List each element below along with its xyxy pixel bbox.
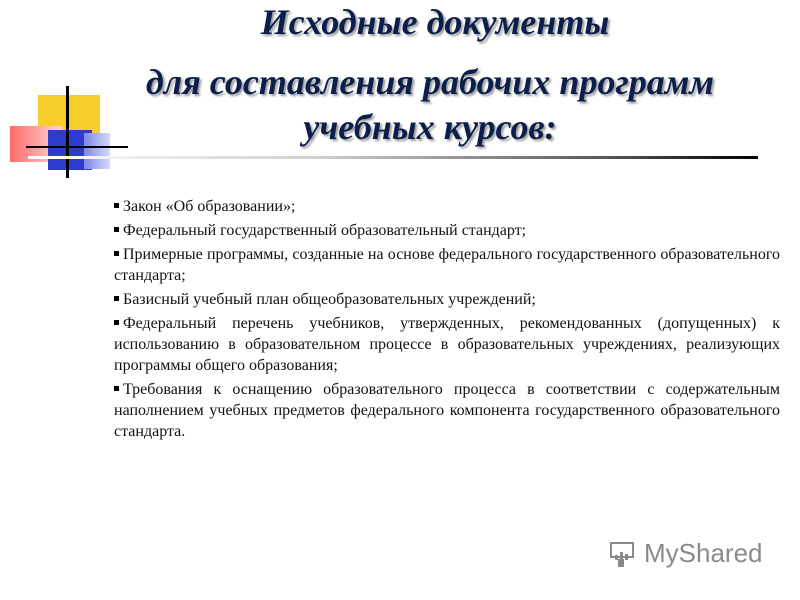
list-item: Примерные программы, созданные на основе федерального государственного образовательного стандарта; [114,246,780,284]
list-item: Требования к оснащению образовательного процесса в соответствии с содержательным наполнением учебных предметов федерального компонента государственного образовательного стандарта. [114,381,780,440]
title-line-1: Исходные документы [260,2,610,42]
bullet-icon [114,251,119,256]
title-line-3: учебных курсов: [303,107,557,147]
list-item: Федеральный государственный образовательный стандарт; [114,220,780,241]
bullet-icon [114,320,119,325]
bullet-icon [114,203,119,208]
bullet-icon [114,227,119,232]
document-list [114,196,780,445]
list-item: Базисный учебный план общеобразовательных учреждений; [114,289,780,310]
title-underline [28,156,758,159]
list-item: Федеральный перечень учебников, утвержденных, рекомендованных (допущенных) к использованию в образовательном процессе в образовательных учреждениях, реализующих программы общего образования; [114,315,780,374]
bullet-icon [114,296,119,301]
list-item: Закон «Об образовании»; [114,196,780,217]
presentation-icon [608,540,638,568]
bullet-icon [114,386,119,391]
watermark [608,538,763,569]
watermark-text: MyShared [644,538,763,568]
title-line-2: для составления рабочих программ [145,62,715,102]
